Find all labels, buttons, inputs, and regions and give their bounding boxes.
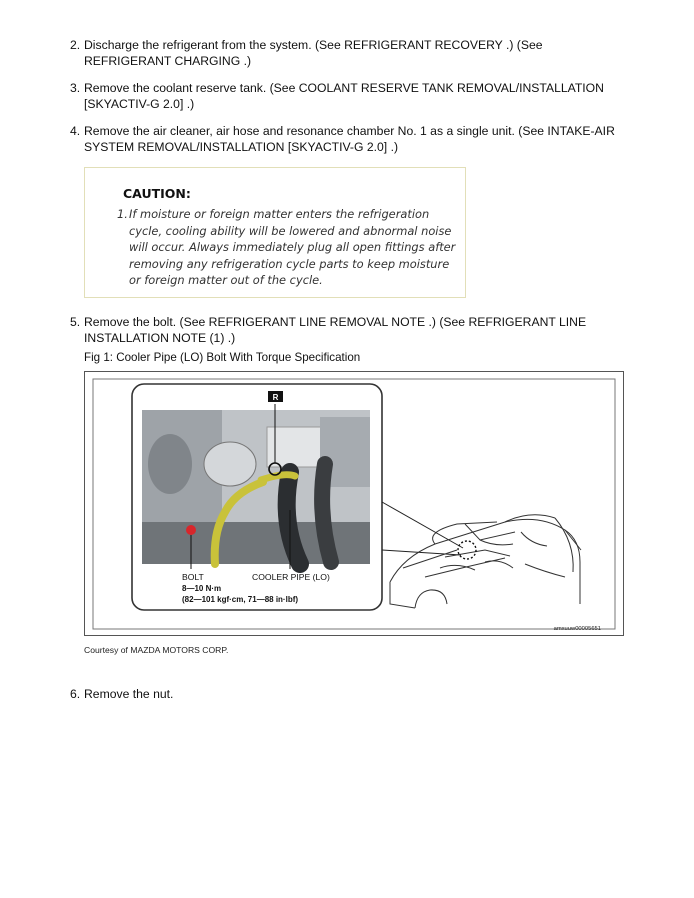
step-text-line: Remove the coolant reserve tank. (See COOLANT RESERVE TANK REMOVAL/INSTALLATION — [84, 81, 604, 95]
step-text-line: [SKYACTIV-G 2.0] .) — [84, 96, 195, 111]
figure-illustration — [85, 372, 625, 637]
step-number: 3. — [70, 81, 81, 95]
caution-line: will occur. Always immediately plug all open fittings after — [129, 240, 456, 254]
location-marker — [458, 541, 476, 559]
step-text-line: REFRIGERANT CHARGING .) — [84, 53, 252, 68]
caution-box — [84, 167, 466, 298]
caution-item — [117, 206, 457, 289]
caution-line: or foreign matter out of the cycle. — [129, 273, 323, 287]
marker-r-text: R — [272, 393, 279, 402]
step-text-line: INSTALLATION NOTE (1) .) — [84, 330, 236, 345]
engine-component — [148, 434, 192, 494]
step-number: 5. — [70, 315, 81, 329]
step-text-line: Remove the nut. — [84, 687, 174, 701]
step-text-line: Remove the air cleaner, air hose and resonance chamber No. 1 as a single unit. (See INTAKE-AIR — [84, 124, 615, 138]
figure-caption: Fig 1: Cooler Pipe (LO) Bolt With Torque Specification — [84, 351, 361, 364]
callout-line — [382, 502, 463, 548]
caution-title: CAUTION: — [123, 186, 191, 201]
step-text-line: Discharge the refrigerant from the system. (See REFRIGERANT RECOVERY .) (See — [84, 38, 543, 52]
pipe-label: COOLER PIPE (LO) — [252, 572, 330, 582]
caution-item-number: 1. — [117, 207, 128, 221]
step-6 — [70, 687, 630, 703]
step-4 — [70, 124, 630, 155]
engine-component — [204, 442, 256, 486]
courtesy-note: Courtesy of MAZDA MOTORS CORP. — [84, 645, 229, 655]
step-number: 6. — [70, 687, 81, 701]
caution-line: If moisture or foreign matter enters the refrigeration — [129, 207, 430, 221]
step-5 — [70, 315, 630, 346]
torque-value: 8—10 N·m — [182, 584, 222, 593]
step-3 — [70, 81, 630, 112]
bolt-marker — [186, 525, 196, 535]
bolt-label: BOLT — [182, 572, 204, 582]
step-text-line: Remove the bolt. (See REFRIGERANT LINE REMOVAL NOTE .) (See REFRIGERANT LINE — [84, 315, 587, 329]
step-number: 4. — [70, 124, 81, 138]
step-number: 2. — [70, 38, 81, 52]
caution-line: removing any refrigeration cycle parts to keep moisture — [129, 256, 450, 271]
caution-line: cycle, cooling ability will be lowered and abnormal noise — [129, 223, 452, 238]
step-2 — [70, 38, 630, 69]
torque-alt-units: (82—101 kgf·cm, 71—88 in·lbf) — [182, 595, 299, 604]
figure-frame — [84, 371, 624, 636]
vehicle-drawing — [390, 515, 581, 608]
hose — [322, 464, 331, 562]
step-text-line: SYSTEM REMOVAL/INSTALLATION [SKYACTIV-G 2.0] .) — [84, 139, 399, 154]
figure-code: amxuuw00005651 — [553, 626, 601, 632]
